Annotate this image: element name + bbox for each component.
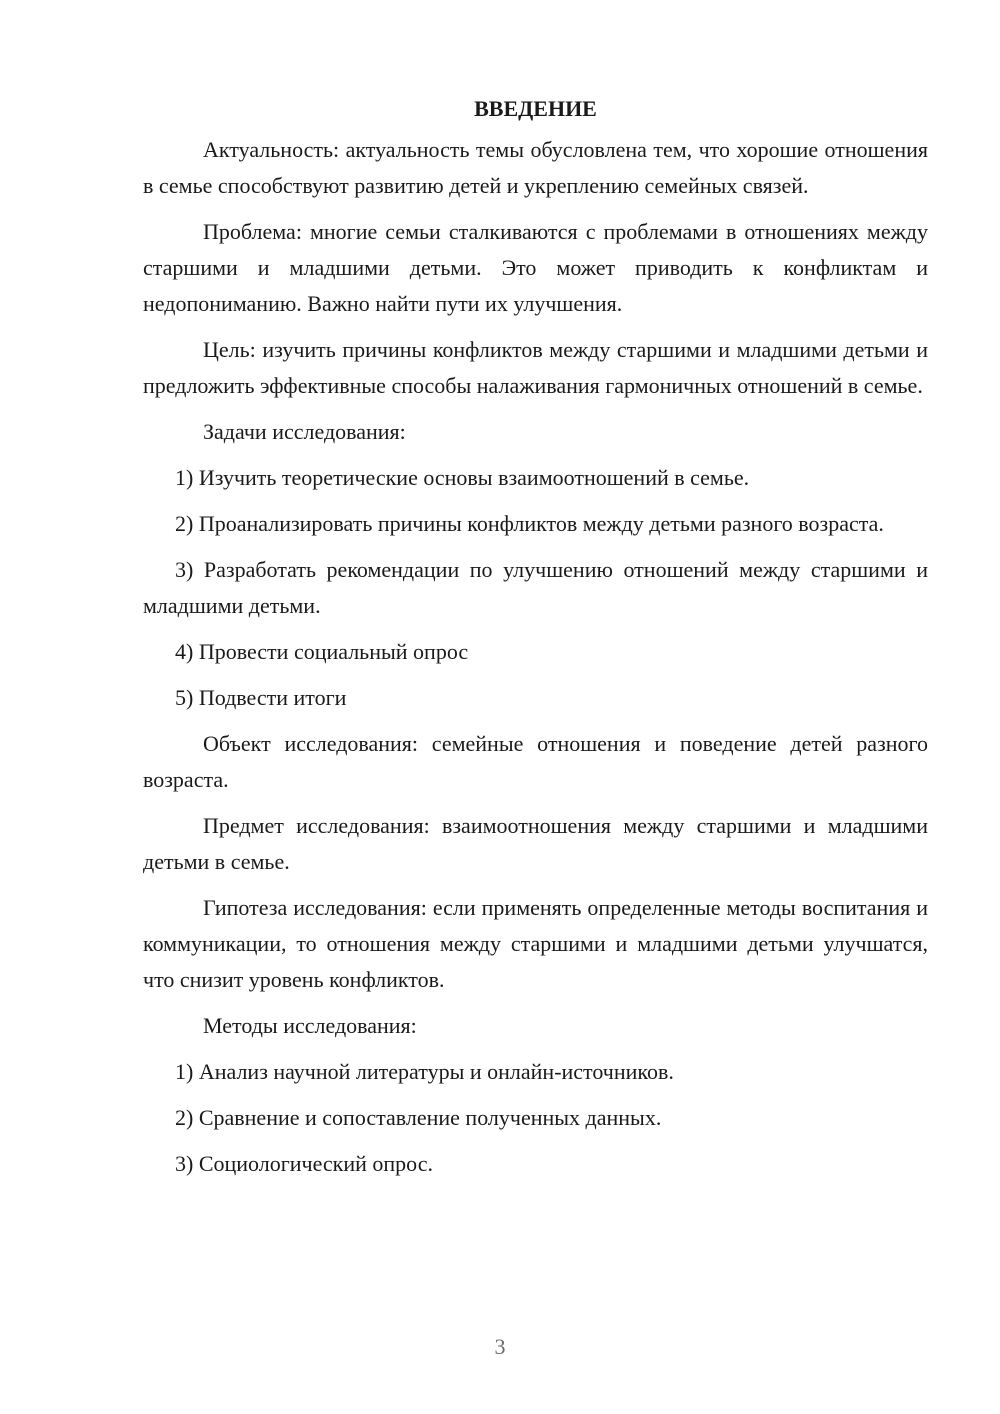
methods-heading: Методы исследования: [203,1013,417,1038]
task-item-5: 5) Подвести итоги [175,685,347,710]
paragraph-object: Объект исследования: семейные отношения и поведение детей разного возраста. [143,731,928,792]
method-item-2: 2) Сравнение и сопоставление полученных данных. [175,1105,662,1130]
page-number: 3 [494,1334,506,1359]
paragraph-relevance: Актуальность: актуальность темы обусловлена тем, что хорошие отношения в семье способствуют развитию детей и укреплению семейных связей. [143,137,928,198]
paragraph-subject: Предмет исследования: взаимоотношения между старшими и младшими детьми в семье. [143,813,928,874]
task-item-3: 3) Разработать рекомендации по улучшению отношений между старшими и младшими детьми. [143,557,928,618]
task-item-2: 2) Проанализировать причины конфликтов между детьми разного возраста. [175,511,884,536]
paragraph-hypothesis: Гипотеза исследования: если применять определенные методы воспитания и коммуникации, то отношения между старшими и младшими детьми улучшатся, что снизит уровень конфликтов. [143,895,928,992]
tasks-heading: Задачи исследования: [203,419,406,444]
method-item-3: 3) Социологический опрос. [175,1151,433,1176]
method-item-1: 1) Анализ научной литературы и онлайн-источников. [175,1059,674,1084]
paragraph-goal: Цель: изучить причины конфликтов между старшими и младшими детьми и предложить эффективные способы налаживания гармоничных отношений в семье. [143,337,928,398]
section-title: ВВЕДЕНИЕ [474,96,597,121]
task-item-1: 1) Изучить теоретические основы взаимоотношений в семье. [175,465,750,490]
paragraph-problem: Проблема: многие семьи сталкиваются с проблемами в отношениях между старшими и младшими детьми. Это может приводить к конфликтам и недопониманию. Важно найти пути их улучшения. [143,219,928,316]
task-item-4: 4) Провести социальный опрос [175,639,469,664]
document-page [143,92,928,1192]
